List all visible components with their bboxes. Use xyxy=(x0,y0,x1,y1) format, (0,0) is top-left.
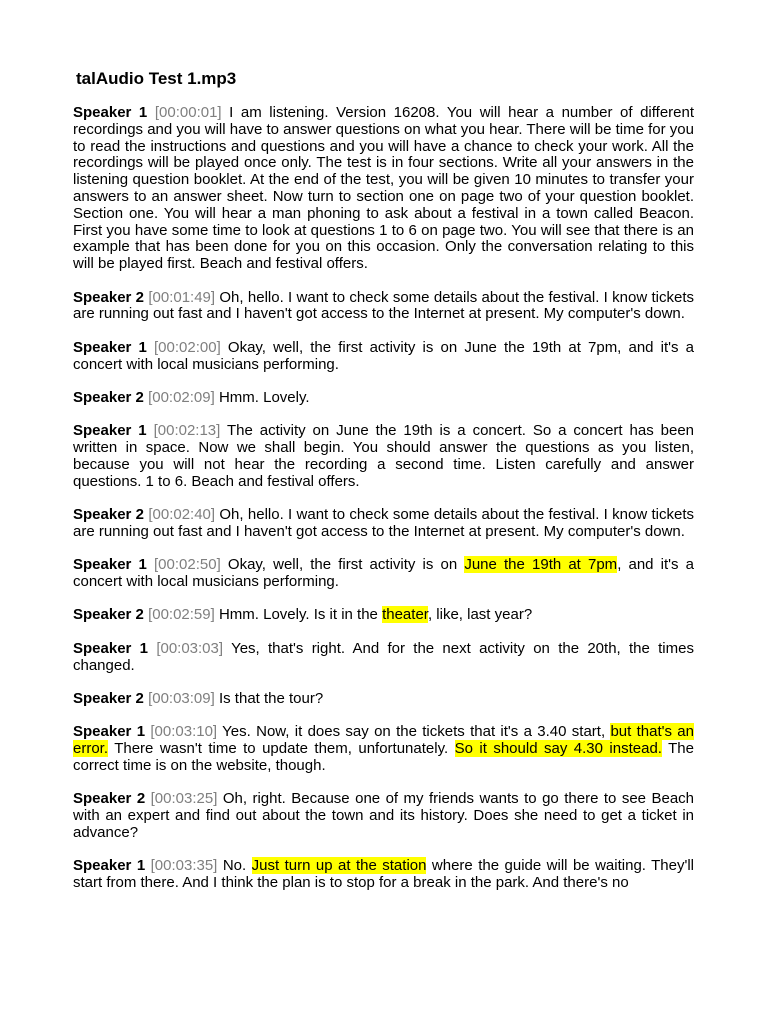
timestamp: [00:03:35] xyxy=(150,857,218,875)
transcript-paragraph xyxy=(73,858,694,892)
transcript-paragraph xyxy=(73,791,694,841)
utterance-text: Hmm. Lovely. Is it in the xyxy=(218,606,383,624)
transcript-paragraph xyxy=(73,340,694,374)
timestamp: [00:02:50] xyxy=(154,556,221,574)
utterance-text: Yes, that's right. And for the next activity on the 20th, the times changed. xyxy=(73,639,694,674)
timestamp: [00:02:40] xyxy=(148,506,216,524)
speaker-label: Speaker 2 xyxy=(73,288,145,306)
transcript-paragraph xyxy=(73,557,694,591)
utterance-text: Oh, right. Because one of my friends wants to go there to see Beach with an expert and find out about the town and its history. Does she need to get a ticket in advance? xyxy=(73,790,694,842)
highlighted-text: June the 19th at 7pm xyxy=(464,556,618,574)
speaker-label: Speaker 1 xyxy=(73,639,149,657)
highlighted-text: but that's an error. xyxy=(73,723,694,758)
utterance-text: Oh, hello. I want to check some details about the festival. I know tickets are running out fast and I haven't got access to the Internet at present. My computer's down. xyxy=(73,506,694,540)
utterance-text: No. xyxy=(222,857,252,875)
speaker-label: Speaker 1 xyxy=(73,556,147,574)
speaker-label: Speaker 1 xyxy=(73,422,147,440)
utterance-text: Okay, well, the first activity is on June the 19th at 7pm, and it's a concert with local musicians performing. xyxy=(73,338,695,373)
timestamp: [00:01:49] xyxy=(148,288,216,306)
utterance-text: Oh, hello. I want to check some details about the festival. I know tickets are running out fast and I haven't got access to the Internet at present. My computer's down. xyxy=(73,288,694,323)
utterance-text: Yes. Now, it does say on the tickets that it's a 3.40 start, xyxy=(222,723,611,741)
utterance-text: Hmm. Lovely. xyxy=(218,388,310,406)
transcript-paragraph xyxy=(73,641,694,675)
utterance-text: Is that the tour? xyxy=(218,690,324,708)
transcript-paragraph xyxy=(73,390,694,407)
highlighted-text: So it should say 4.30 instead. xyxy=(454,740,662,758)
timestamp: [00:02:59] xyxy=(148,606,215,624)
utterance-text: I am listening. Version 16208. You will hear a number of different recordings and you will have to answer questions on what you hear. There will be time for you to read the instructions and questions and you will have a chance to check your work. All the recordings will be played once only. The test is in four sections. Write all your answers in the listening question booklet. At the end of the test, you will be given 10 minutes to transfer your answers to an answer sheet. Now turn to section one on page two of your question booklet. Section one. You will hear a man phoning to ask about a festival in a town called Beacon. First you have some time to look at questions 1 to 6 on page two. You will see that there is an example that has been done for you on this occasion. Only the conversation relating to this will be played first. Beach and festival offers. xyxy=(73,104,695,273)
timestamp: [00:02:00] xyxy=(154,338,221,356)
utterance-text: The activity on June the 19th is a concert. So a concert has been written in space. Now we shall begin. You should answer the questions as you listen, because you will not hear the recording a second time. Listen carefully and answer questions. 1 to 6. Beach and festival offers. xyxy=(73,422,695,490)
utterance-text: There wasn't time to update them, unfortunately. xyxy=(108,740,455,758)
timestamp: [00:00:01] xyxy=(154,104,222,121)
timestamp: [00:02:13] xyxy=(153,422,221,440)
speaker-label: Speaker 1 xyxy=(73,104,148,121)
speaker-label: Speaker 2 xyxy=(73,606,144,624)
timestamp: [00:03:03] xyxy=(156,639,224,657)
speaker-label: Speaker 2 xyxy=(73,506,145,524)
transcript-paragraph xyxy=(73,607,694,624)
transcript-paragraph xyxy=(73,691,694,708)
timestamp: [00:03:09] xyxy=(148,690,215,708)
transcript-paragraph xyxy=(73,290,694,324)
speaker-label: Speaker 2 xyxy=(73,790,146,808)
timestamp: [00:03:10] xyxy=(150,723,218,741)
highlighted-text: Just turn up at the station xyxy=(251,857,427,875)
utterance-text: Okay, well, the first activity is on xyxy=(227,556,465,574)
speaker-label: Speaker 1 xyxy=(73,338,147,356)
transcript-paragraph xyxy=(73,507,694,541)
transcript-paragraph xyxy=(73,423,694,490)
document-title: talAudio Test 1.mp3 xyxy=(76,69,237,88)
transcript xyxy=(73,105,694,909)
speaker-label: Speaker 2 xyxy=(73,690,144,708)
utterance-text: The correct time is on the website, though. xyxy=(73,740,694,775)
speaker-label: Speaker 1 xyxy=(73,857,146,875)
speaker-label: Speaker 1 xyxy=(73,723,146,741)
highlighted-text: theater xyxy=(382,606,428,624)
utterance-text: , and it's a concert with local musicians performing. xyxy=(73,556,695,591)
transcript-paragraph xyxy=(73,724,694,774)
timestamp: [00:02:09] xyxy=(148,388,215,406)
utterance-text: , like, last year? xyxy=(427,606,533,624)
transcript-paragraph xyxy=(73,105,694,273)
utterance-text: where the guide will be waiting. They'll start from there. And I think the plan is to stop for a break in the park. And there's no xyxy=(73,857,695,892)
timestamp: [00:03:25] xyxy=(150,790,218,808)
speaker-label: Speaker 2 xyxy=(73,388,144,406)
